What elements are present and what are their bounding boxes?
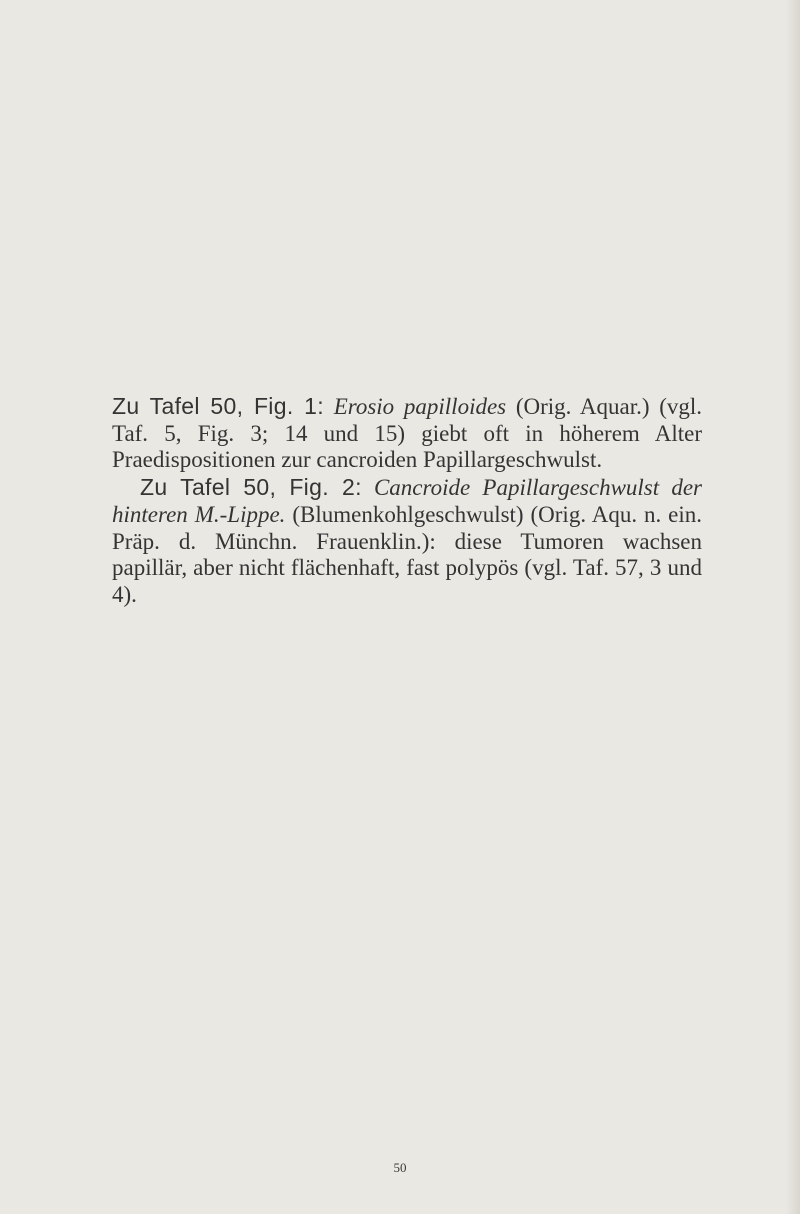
caption-body-fig-2: (Blumenkohlgeschwulst) (Orig. Aqu. n. ein. Präp. d. Münchn. Frauenklin.): diese Tumoren wachsen papillär, aber nicht flächenhaft, fast polypös (vgl. Taf. 57, 3 und 4). <box>112 501 702 607</box>
caption-text-block <box>112 393 702 609</box>
caption-title-fig-2: Cancroide Papillargeschwulst der hinteren M.-Lippe. <box>112 475 702 527</box>
caption-title-fig-1: Erosio papilloides <box>333 394 507 419</box>
caption-body-fig-1: (Orig. Aquar.) (vgl. Taf. 5, Fig. 3; 14 und 15) giebt oft in höherem Alter Praedispositionen zur cancroiden Papillargeschwulst. <box>112 394 703 473</box>
caption-heading-fig-2: Zu Tafel 50, Fig. 2: <box>140 474 362 501</box>
page-edge-shadow <box>786 0 800 1214</box>
caption-paragraph-fig-2 <box>112 474 702 609</box>
caption-heading-fig-1: Zu Tafel 50, Fig. 1: <box>112 393 324 419</box>
caption-paragraph-fig-1 <box>112 393 702 474</box>
page-number: 50 <box>393 1160 407 1175</box>
